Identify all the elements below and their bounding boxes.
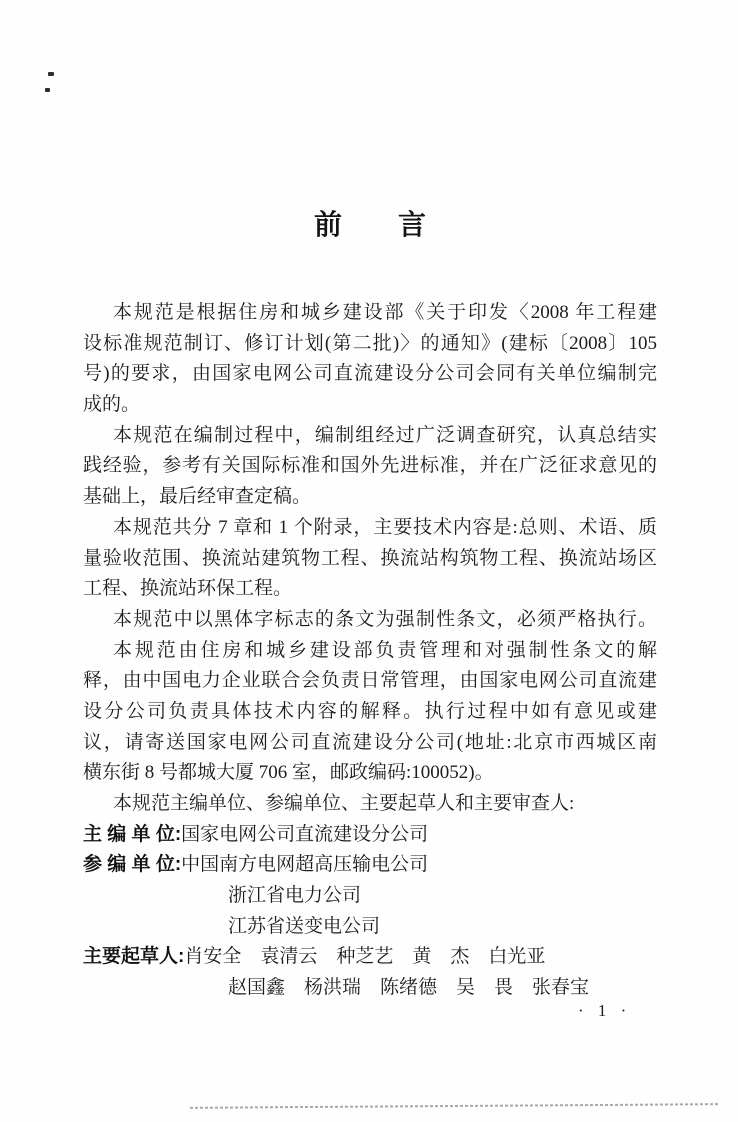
page-title: 前 言 <box>313 209 426 241</box>
foreword-line: 议，请寄送国家电网公司直流建设分公司(地址:北京市西城区南 <box>83 731 657 753</box>
foreword-line: 本规范由住房和城乡建设部负责管理和对强制性条文的解 <box>113 639 657 661</box>
scan-artifact-line <box>190 1103 718 1109</box>
foreword-line: 成的。 <box>83 394 141 416</box>
co-editor-line <box>83 850 657 881</box>
co-editor-label: 参 编 单 位: <box>83 854 182 876</box>
foreword-line: 设分公司负责具体技术内容的解释。执行过程中如有意见或建 <box>83 700 657 722</box>
foreword-line-address: 横东街 8 号都城大厦 706 室，邮政编码:100052)。 <box>83 762 494 784</box>
chief-editor-label: 主 编 单 位: <box>83 823 182 845</box>
scan-speck <box>48 72 54 76</box>
foreword-line: 设标准规范制订、修订计划(第二批)〉的通知》(建标〔2008〕105 <box>83 332 657 354</box>
foreword-line: 本规范是根据住房和城乡建设部《关于印发〈2008 年工程建 <box>113 302 657 323</box>
foreword-line: 本规范共分 7 章和 1 个附录，主要技术内容是:总则、术语、质 <box>113 516 657 538</box>
chief-editor-line <box>83 820 657 851</box>
foreword-line: 践经验，参考有关国际标准和国外先进标准，并在广泛征求意见的 <box>83 455 657 477</box>
foreword-line: 本规范主编单位、参编单位、主要起草人和主要审查人: <box>113 793 575 814</box>
foreword-line: 基础上，最后经审查定稿。 <box>83 486 312 508</box>
foreword-line: 释，由中国电力企业联合会负责日常管理，由国家电网公司直流建 <box>83 670 657 692</box>
drafters-label: 主要起草人: <box>83 946 185 968</box>
co-editor-value: 中国南方电网超高压输电公司 <box>181 854 429 876</box>
co-editor-unit: 浙江省电力公司 <box>228 885 362 907</box>
drafters-line <box>83 942 657 973</box>
foreword-body <box>83 298 657 1004</box>
foreword-line: 量验收范围、换流站建筑物工程、换流站构筑物工程、换流站场区 <box>83 547 657 569</box>
chief-editor-value: 国家电网公司直流建设分公司 <box>181 823 429 845</box>
foreword-line-mandatory-clause: 本规范中以黑体字标志的条文为强制性条文，必须严格执行。 <box>113 608 657 630</box>
page-number: · 1 · <box>578 1001 632 1020</box>
drafters-names-continued: 赵国鑫 杨洪瑞 陈绪德 吴 畏 张春宝 <box>228 977 590 999</box>
foreword-line: 本规范在编制过程中，编制组经过广泛调查研究，认真总结实 <box>113 424 657 446</box>
co-editor-unit: 江苏省送变电公司 <box>228 915 381 937</box>
drafters-names: 肖安全 袁清云 种芝艺 黄 杰 白光亚 <box>184 946 546 968</box>
scan-speck <box>45 88 50 92</box>
foreword-line: 工程、换流站环保工程。 <box>83 578 293 600</box>
foreword-line: 号)的要求，由国家电网公司直流建设分公司会同有关单位编制完 <box>83 363 657 385</box>
